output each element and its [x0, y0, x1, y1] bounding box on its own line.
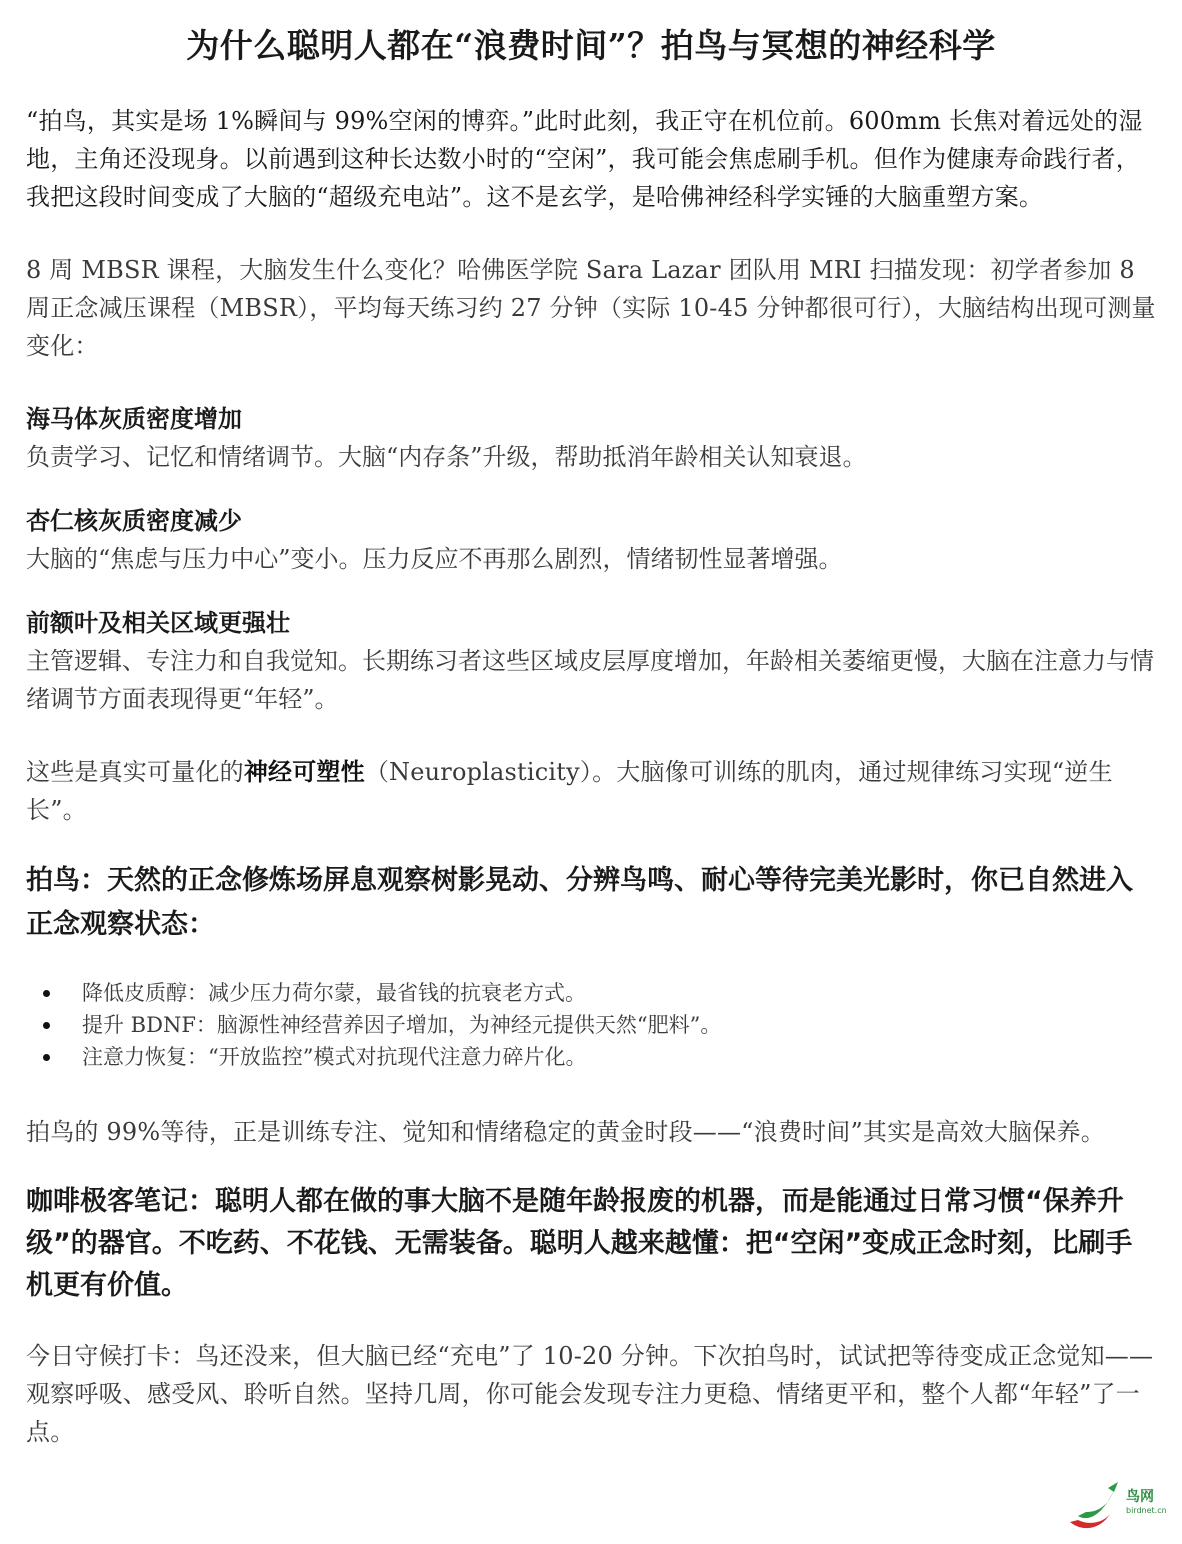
- list-item: 提升 BDNF：脑源性神经营养因子增加，为神经元提供天然“肥料”。: [82, 1009, 1156, 1041]
- benefit-list: [26, 977, 1156, 1073]
- bullet-dot-icon: [43, 1022, 50, 1029]
- plasticity-text-before: 这些是真实可量化的: [26, 758, 244, 786]
- finding-heading: 前额叶及相关区域更强壮: [26, 609, 290, 637]
- finding-heading: 海马体灰质密度增加: [26, 405, 242, 433]
- coffee-notes-heading: 咖啡极客笔记：聪明人都在做的事大脑不是随年龄报废的机器，而是能通过日常习惯“保养升级”的器官。不吃药、不花钱、无需装备。聪明人越来越懂：把“空闲”变成正念时刻，比刷手机更有价值。: [26, 1186, 1133, 1301]
- finding-body: 负责学习、记忆和情绪调节。大脑“内存条”升级，帮助抵消年龄相关认知衰退。: [26, 443, 867, 471]
- page-title: 为什么聪明人都在“浪费时间”？拍鸟与冥想的神经科学: [186, 26, 996, 65]
- intro-paragraph: “拍鸟，其实是场 1%瞬间与 99%空闲的博弈。”此时此刻，我正守在机位前。600mm 长焦对着远处的湿地，主角还没现身。以前遇到这种长达数小时的“空闲”，我可能会焦虑刷手机。但作为健康寿命践行者，我把这段时间变成了大脑的“超级充电站”。这不是玄学，是哈佛神经科学实锤的大脑重塑方案。: [26, 107, 1143, 211]
- finding-hippocampus: [26, 400, 1156, 476]
- birding-section-heading: 拍鸟：天然的正念修炼场屏息观察树影晃动、分辨鸟鸣、耐心等待完美光影时，你已自然进入正念观察状态：: [26, 865, 1133, 940]
- bullet-dot-icon: [43, 990, 50, 997]
- finding-prefrontal: [26, 604, 1156, 718]
- list-item: 降低皮质醇：减少压力荷尔蒙，最省钱的抗衰老方式。: [82, 977, 1156, 1009]
- finding-body: 主管逻辑、专注力和自我觉知。长期练习者这些区域皮层厚度增加，年龄相关萎缩更慢，大脑在注意力与情绪调节方面表现得更“年轻”。: [26, 647, 1154, 713]
- bird-swoosh-icon: [1064, 1476, 1124, 1536]
- finding-amygdala: [26, 502, 1156, 578]
- mbsr-paragraph: 8 周 MBSR 课程，大脑发生什么变化？哈佛医学院 Sara Lazar 团队用 MRI 扫描发现：初学者参加 8 周正念减压课程（MBSR），平均每天练习约 27 分钟（实际 10-45 分钟都很可行），大脑结构出现可测量变化：: [26, 256, 1156, 360]
- article: [26, 16, 1156, 1451]
- plasticity-text-after: （Neuroplasticity）。大脑像可训练的肌肉，通过规律练习实现“逆生长”。: [26, 758, 1113, 824]
- plasticity-paragraph: [26, 753, 1156, 829]
- bullet-dot-icon: [43, 1054, 50, 1061]
- waiting-paragraph: 拍鸟的 99%等待，正是训练专注、觉知和情绪稳定的黄金时段——“浪费时间”其实是高效大脑保养。: [26, 1118, 1105, 1146]
- plasticity-term: 神经可塑性: [243, 758, 365, 786]
- birdnet-logo: [1064, 1476, 1174, 1536]
- closing-paragraph: 今日守候打卡：鸟还没来，但大脑已经“充电”了 10-20 分钟。下次拍鸟时，试试把等待变成正念觉知——观察呼吸、感受风、聆听自然。坚持几周，你可能会发现专注力更稳、情绪更平和，整个人都“年轻”了一点。: [26, 1342, 1154, 1446]
- finding-heading: 杏仁核灰质密度减少: [26, 507, 242, 535]
- logo-name: 鸟网: [1126, 1489, 1154, 1505]
- logo-domain: birdnet.cn: [1126, 1506, 1167, 1515]
- finding-body: 大脑的“焦虑与压力中心”变小。压力反应不再那么剧烈，情绪韧性显著增强。: [26, 545, 843, 573]
- list-item: 注意力恢复：“开放监控”模式对抗现代注意力碎片化。: [82, 1041, 1156, 1073]
